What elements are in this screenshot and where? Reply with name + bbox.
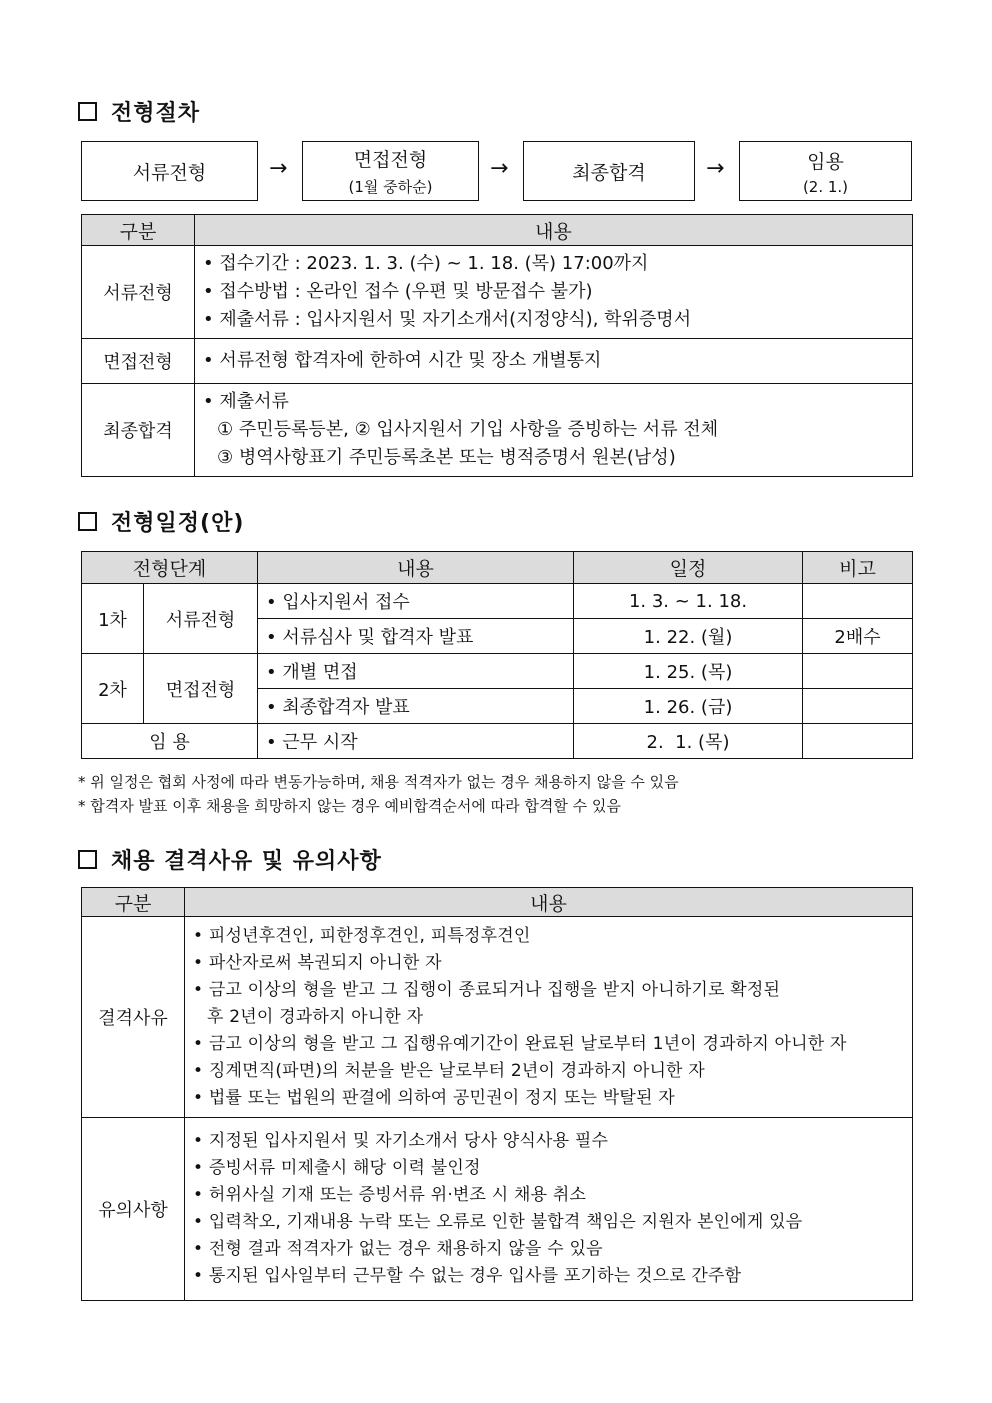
table-row <box>82 584 913 619</box>
table-row <box>82 917 913 1118</box>
arrow-icon: → <box>706 156 725 181</box>
flow-step-appointment: 임용 (2. 1.) <box>739 141 912 201</box>
section-title-disqualification: 채용 결격사유 및 유의사항 <box>78 844 382 875</box>
flow-step-interview: 면접전형 (1월 중하순) <box>302 141 479 201</box>
date-cell: 1. 22. (월) <box>574 619 803 654</box>
note-cell <box>803 724 913 759</box>
schedule-note: * 합격자 발표 이후 채용을 희망하지 않는 경우 예비합격순서에 따라 합격할 수 있음 <box>78 797 621 815</box>
section-title-schedule: 전형일정(안) <box>78 506 244 537</box>
section-title-procedure: 전형절차 <box>78 96 200 127</box>
table-header: 구분 <box>82 215 195 246</box>
note-cell <box>803 654 913 689</box>
stage-cell: 1차 <box>82 584 144 654</box>
row-content: • 서류전형 합격자에 한하여 시간 및 장소 개별통지 <box>195 339 913 384</box>
disqualification-table <box>81 887 913 1301</box>
table-header: 전형단계 <box>82 552 258 584</box>
table-row <box>82 339 913 384</box>
date-cell: 1. 25. (목) <box>574 654 803 689</box>
arrow-icon: → <box>490 156 509 181</box>
content-cell: • 서류심사 및 합격자 발표 <box>258 619 574 654</box>
table-header: 내용 <box>195 215 913 246</box>
date-cell: 1. 26. (금) <box>574 689 803 724</box>
schedule-note: * 위 일정은 협회 사정에 따라 변동가능하며, 채용 적격자가 없는 경우 채용하지 않을 수 있음 <box>78 773 679 791</box>
row-content: • 접수기간 : 2023. 1. 3. (수) ~ 1. 18. (목) 17:00까지 • 접수방법 : 온라인 접수 (우편 및 방문접수 불가) • 제출서류 : 입사지원서 및 자기소개서(지정양식), 학위증명서 <box>195 246 913 339</box>
stage-cell: 2차 <box>82 654 144 724</box>
note-cell <box>803 584 913 619</box>
row-category: 유의사항 <box>82 1118 185 1301</box>
note-cell <box>803 689 913 724</box>
flow-step-final: 최종합격 <box>523 141 695 201</box>
schedule-table <box>81 551 913 759</box>
flow-step-document: 서류전형 <box>81 141 258 201</box>
substage-cell: 면접전형 <box>144 654 258 724</box>
substage-cell: 서류전형 <box>144 584 258 654</box>
table-row <box>82 724 913 759</box>
table-row <box>82 246 913 339</box>
content-cell: • 근무 시작 <box>258 724 574 759</box>
row-content: • 피성년후견인, 피한정후견인, 피특정후견인 • 파산자로써 복권되지 아니한 자 • 금고 이상의 형을 받고 그 집행이 종료되거나 집행을 받지 아니하기로 확정된 후 2년이 경과하지 아니한 자 • 금고 이상의 형을 받고 그 집행유예기간이 완료된 날로부터 1년이 경과하지 아니한 자 • 징계면직(파면)의 처분을 받은 날로부터 2년이 경과하지 아니한 자 • 법률 또는 법원의 판결에 의하여 공민권이 정지 또는 박탈된 자 <box>185 917 913 1118</box>
row-category: 최종합격 <box>82 384 195 477</box>
table-row <box>82 384 913 477</box>
table-row <box>82 654 913 689</box>
table-header: 비고 <box>803 552 913 584</box>
content-cell: • 개별 면접 <box>258 654 574 689</box>
date-cell: 2. 1. (목) <box>574 724 803 759</box>
table-header: 구분 <box>82 888 185 917</box>
table-header: 내용 <box>185 888 913 917</box>
stage-cell: 임 용 <box>82 724 258 759</box>
note-cell: 2배수 <box>803 619 913 654</box>
content-cell: • 최종합격자 발표 <box>258 689 574 724</box>
table-header: 내용 <box>258 552 574 584</box>
checkbox-square-icon <box>78 512 97 531</box>
arrow-icon: → <box>269 156 288 181</box>
procedure-table <box>81 214 913 477</box>
row-content: • 제출서류 ① 주민등록등본, ② 입사지원서 기입 사항을 증빙하는 서류 전체 ③ 병역사항표기 주민등록초본 또는 병적증명서 원본(남성) <box>195 384 913 477</box>
checkbox-square-icon <box>78 102 97 121</box>
table-row <box>82 1118 913 1301</box>
procedure-flow <box>81 141 913 201</box>
row-category: 면접전형 <box>82 339 195 384</box>
content-cell: • 입사지원서 접수 <box>258 584 574 619</box>
checkbox-square-icon <box>78 850 97 869</box>
table-header: 일정 <box>574 552 803 584</box>
row-content: • 지정된 입사지원서 및 자기소개서 당사 양식사용 필수 • 증빙서류 미제출시 해당 이력 불인정 • 허위사실 기재 또는 증빙서류 위·변조 시 채용 취소 • 입력착오, 기재내용 누락 또는 오류로 인한 불합격 책임은 지원자 본인에게 있음 • 전형 결과 적격자가 없는 경우 채용하지 않을 수 있음 • 통지된 입사일부터 근무할 수 없는 경우 입사를 포기하는 것으로 간주함 <box>185 1118 913 1301</box>
date-cell: 1. 3. ~ 1. 18. <box>574 584 803 619</box>
row-category: 서류전형 <box>82 246 195 339</box>
row-category: 결격사유 <box>82 917 185 1118</box>
